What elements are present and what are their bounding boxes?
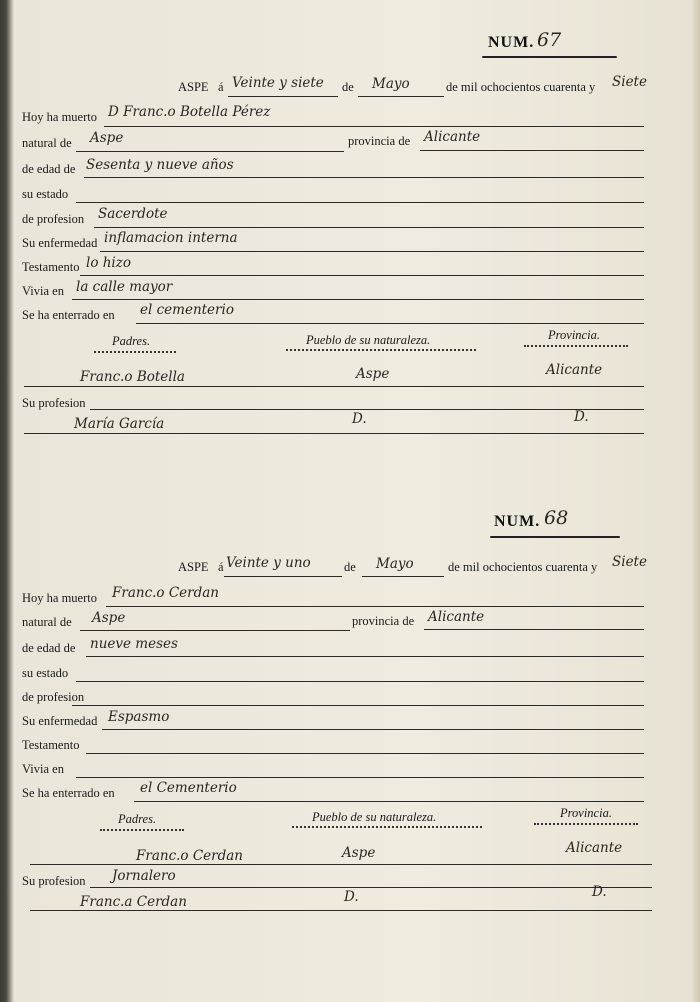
month-value: Mayo [376, 556, 414, 572]
enterrado-line [134, 801, 644, 802]
provincia-label: provincia de [352, 614, 415, 628]
muerto-label: Hoy ha muerto [22, 110, 97, 124]
enfermedad-line [102, 729, 644, 730]
su-profesion-line [90, 887, 652, 888]
vivia-label: Vivia en [22, 762, 64, 776]
pueblo-header: Pueblo de su naturaleza. [306, 333, 431, 347]
testamento-label: Testamento [22, 260, 80, 274]
de-label: de [344, 560, 356, 574]
number-underline [482, 56, 617, 58]
entry-number-label: NUM. [494, 513, 541, 530]
enterrado-label: Se ha enterrado en [22, 786, 115, 800]
su-profesion-line [90, 409, 644, 410]
testamento-line [86, 753, 644, 754]
testamento-value: lo hizo [86, 255, 131, 271]
profesion-label: de profesion [22, 212, 85, 226]
provincia-value: Alicante [428, 609, 485, 625]
pueblo-dashes [286, 349, 476, 351]
testamento-label: Testamento [22, 738, 80, 752]
enfermedad-label: Su enfermedad [22, 236, 98, 250]
madre-provincia: D. [592, 884, 607, 900]
year-value: Siete [612, 554, 647, 570]
day-value: Veinte y siete [232, 75, 324, 91]
a-label: á [218, 80, 224, 94]
place-label: ASPE [178, 560, 209, 574]
provincia-label: provincia de [348, 134, 411, 148]
day-line [228, 96, 338, 97]
natural-label: natural de [22, 615, 72, 629]
estado-label: su estado [22, 187, 69, 201]
edad-value: nueve meses [90, 636, 178, 652]
madre-provincia: D. [574, 409, 589, 425]
a-label: á [218, 560, 224, 574]
provincia-value: Alicante [424, 129, 481, 145]
estado-label: su estado [22, 666, 69, 680]
padre-profesion: Jornalero [112, 868, 176, 884]
de-label: de [342, 80, 354, 94]
madre-pueblo: D. [352, 411, 367, 427]
profesion-label: de profesion [22, 690, 85, 704]
padres-dashes [100, 829, 184, 831]
profesion-line [72, 705, 644, 706]
padres-dashes [94, 351, 176, 353]
natural-value: Aspe [90, 130, 124, 146]
madre-line [24, 433, 644, 434]
edad-label: de edad de [22, 641, 76, 655]
padres-header: Padres. [112, 334, 151, 348]
madre-line [30, 910, 652, 911]
madre-name: María García [74, 416, 165, 432]
year-label: de mil ochocientos cuarenta y [446, 80, 596, 94]
su-profesion-label: Su profesion [22, 874, 86, 888]
madre-name: Franc.a Cerdan [80, 894, 187, 910]
vivia-line [76, 777, 644, 778]
year-value: Siete [612, 74, 647, 90]
muerto-value: Franc.o Cerdan [112, 585, 219, 601]
place-label: ASPE [178, 80, 209, 94]
muerto-label: Hoy ha muerto [22, 591, 97, 605]
muerto-value: D Franc.o Botella Pérez [108, 104, 271, 120]
profesion-value: Sacerdote [98, 206, 168, 222]
muerto-line [106, 606, 644, 607]
page-edge [692, 0, 700, 1002]
provincia-dashes [524, 345, 628, 347]
entry-number-value: 67 [537, 29, 562, 51]
padre-name: Franc.o Botella [80, 369, 185, 385]
number-underline [490, 536, 620, 538]
edad-label: de edad de [22, 162, 76, 176]
enterrado-label: Se ha enterrado en [22, 308, 115, 322]
provincia-line [424, 629, 644, 630]
estado-line [76, 202, 644, 203]
natural-line [76, 151, 344, 152]
padre-provincia: Alicante [546, 362, 603, 378]
enfermedad-value: inflamacion interna [104, 230, 238, 246]
natural-label: natural de [22, 136, 72, 150]
padre-name: Franc.o Cerdan [136, 848, 243, 864]
edad-value: Sesenta y nueve años [86, 157, 234, 173]
padres-header: Padres. [118, 812, 157, 826]
profesion-line [94, 227, 644, 228]
provincia-dashes [534, 823, 638, 825]
provincia-line [420, 150, 644, 151]
testamento-line [80, 275, 644, 276]
pueblo-header: Pueblo de su naturaleza. [312, 810, 437, 824]
natural-line [80, 630, 350, 631]
vivia-label: Vivia en [22, 284, 64, 298]
su-profesion-label: Su profesion [22, 396, 86, 410]
day-value: Veinte y uno [226, 555, 311, 571]
year-label: de mil ochocientos cuarenta y [448, 560, 598, 574]
month-value: Mayo [372, 76, 410, 92]
estado-line [76, 681, 644, 682]
month-line [358, 96, 444, 97]
entry-number-label: NUM. [488, 34, 535, 51]
day-line [224, 576, 342, 577]
provincia-header: Provincia. [548, 328, 600, 342]
enfermedad-label: Su enfermedad [22, 714, 98, 728]
padre-pueblo: Aspe [342, 845, 376, 861]
enfermedad-line [100, 251, 644, 252]
muerto-line [104, 126, 644, 127]
enterrado-line [136, 323, 644, 324]
pueblo-dashes [292, 826, 482, 828]
padre-provincia: Alicante [566, 840, 623, 856]
madre-pueblo: D. [344, 889, 359, 905]
enterrado-value: el Cementerio [140, 780, 237, 796]
edad-line [86, 656, 644, 657]
entry-number-value: 68 [544, 507, 569, 529]
enfermedad-value: Espasmo [108, 709, 170, 725]
enterrado-value: el cementerio [140, 302, 234, 318]
edad-line [84, 177, 644, 178]
month-line [362, 576, 444, 577]
provincia-header: Provincia. [560, 806, 612, 820]
vivia-value: la calle mayor [76, 279, 173, 295]
padre-line [30, 864, 652, 865]
padre-pueblo: Aspe [356, 366, 390, 382]
natural-value: Aspe [92, 610, 126, 626]
padre-line [24, 386, 644, 387]
vivia-line [72, 299, 644, 300]
